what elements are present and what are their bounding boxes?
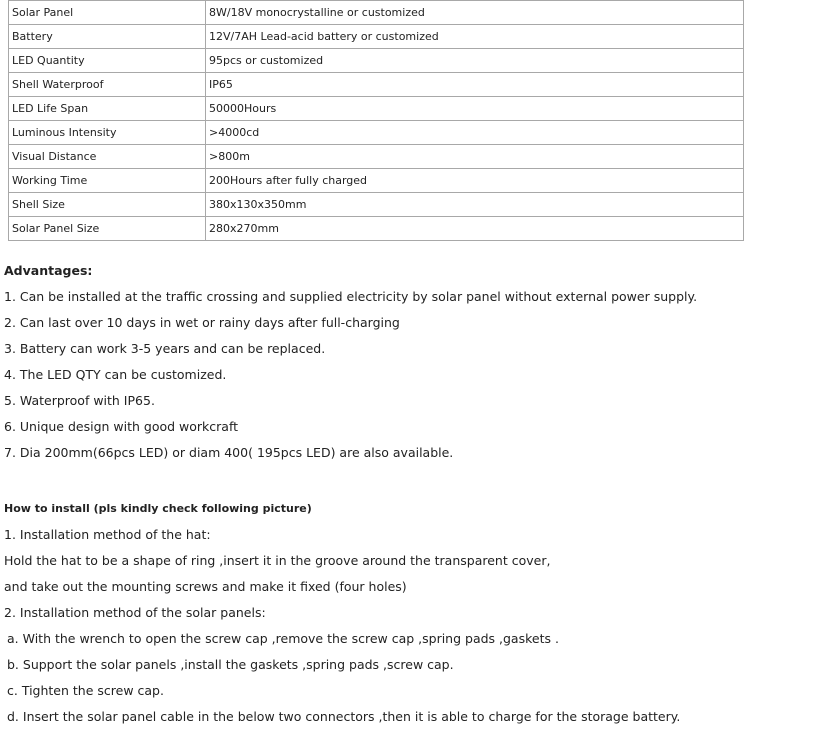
spec-key: Shell Size (9, 193, 206, 217)
install-step: d. Insert the solar panel cable in the below two connectors ,then it is able to charge for the storage battery. (7, 709, 681, 724)
advantage-item: 1. Can be installed at the traffic crossing and supplied electricity by solar panel without external power supply. (4, 289, 698, 304)
spec-value: >4000cd (206, 121, 744, 145)
spec-row (9, 1, 744, 25)
section-spacer (4, 466, 824, 496)
spec-value: 12V/7AH Lead-acid battery or customized (206, 25, 744, 49)
spec-key: LED Life Span (9, 97, 206, 121)
spec-key: Solar Panel Size (9, 217, 206, 241)
install-heading: How to install (pls kindly check following picture) (4, 502, 312, 515)
spec-value: 200Hours after fully charged (206, 169, 744, 193)
advantage-item: 3. Battery can work 3-5 years and can be replaced. (4, 341, 326, 356)
install-step: c. Tighten the screw cap. (7, 683, 164, 698)
install-line: 1. Installation method of the hat: (4, 527, 211, 542)
spec-value: 50000Hours (206, 97, 744, 121)
advantage-item: 5. Waterproof with IP65. (4, 393, 155, 408)
advantage-item: 6. Unique design with good workcraft (4, 419, 239, 434)
install-step: b. Support the solar panels ,install the gaskets ,spring pads ,screw cap. (7, 657, 454, 672)
spec-key: Luminous Intensity (9, 121, 206, 145)
install-line: 2. Installation method of the solar panels: (4, 605, 266, 620)
spec-value: 380x130x350mm (206, 193, 744, 217)
install-step: a. With the wrench to open the screw cap ,remove the screw cap ,spring pads ,gaskets . (7, 631, 559, 646)
spec-value: 280x270mm (206, 217, 744, 241)
spec-table (8, 0, 744, 241)
spec-key: Working Time (9, 169, 206, 193)
install-line: Hold the hat to be a shape of ring ,insert it in the groove around the transparent cover, (4, 553, 551, 568)
spec-row (9, 49, 744, 73)
spec-row (9, 145, 744, 169)
description-content (4, 258, 824, 730)
spec-key: Shell Waterproof (9, 73, 206, 97)
spec-row (9, 25, 744, 49)
advantages-heading: Advantages: (4, 263, 93, 278)
advantage-item: 2. Can last over 10 days in wet or rainy days after full-charging (4, 315, 400, 330)
spec-key: Battery (9, 25, 206, 49)
spec-key: LED Quantity (9, 49, 206, 73)
spec-row (9, 193, 744, 217)
spec-value: IP65 (206, 73, 744, 97)
spec-row (9, 121, 744, 145)
advantage-item: 4. The LED QTY can be customized. (4, 367, 227, 382)
spec-value: 8W/18V monocrystalline or customized (206, 1, 744, 25)
spec-table-body (9, 1, 744, 241)
spec-row (9, 97, 744, 121)
spec-value: 95pcs or customized (206, 49, 744, 73)
install-line: and take out the mounting screws and make it fixed (four holes) (4, 579, 407, 594)
spec-key: Visual Distance (9, 145, 206, 169)
spec-value: >800m (206, 145, 744, 169)
spec-key: Solar Panel (9, 1, 206, 25)
spec-row (9, 169, 744, 193)
advantage-item: 7. Dia 200mm(66pcs LED) or diam 400( 195pcs LED) are also available. (4, 445, 454, 460)
spec-row (9, 73, 744, 97)
spec-row (9, 217, 744, 241)
